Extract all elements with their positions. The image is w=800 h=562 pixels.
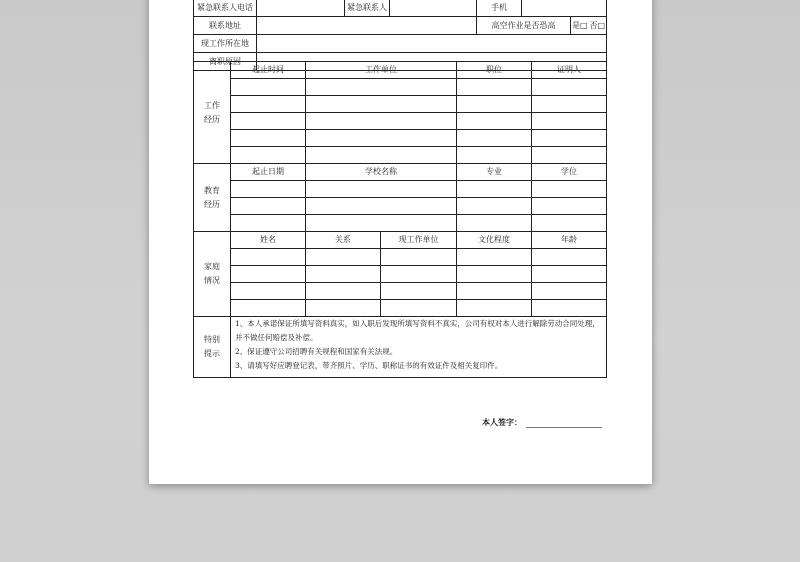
table-row <box>194 35 607 53</box>
table-row <box>194 96 607 113</box>
table-row <box>194 0 607 17</box>
emergency-phone-field[interactable] <box>257 0 345 17</box>
current-work-location-field[interactable] <box>257 35 607 53</box>
high-work-label: 高空作业是否恐高 <box>477 17 571 34</box>
family-header-name: 姓名 <box>231 232 306 249</box>
table-row <box>194 17 607 35</box>
table-row <box>194 164 607 181</box>
table-row <box>194 181 607 198</box>
family-header-relation: 关系 <box>306 232 381 249</box>
address-label: 联系地址 <box>194 17 257 35</box>
current-work-location-label: 现工作所在地 <box>194 35 257 53</box>
family-header-education: 文化程度 <box>457 232 532 249</box>
table-row <box>194 147 607 164</box>
table-row <box>194 300 607 317</box>
table-row <box>194 232 607 249</box>
mobile-label: 手机 <box>477 0 522 17</box>
table-row <box>194 249 607 266</box>
work-header-position: 职位 <box>457 62 532 79</box>
emergency-contact-field[interactable] <box>390 0 477 17</box>
yes-checkbox[interactable]: 是□ <box>571 20 588 30</box>
edu-header-period: 起止日期 <box>231 164 306 181</box>
note-item-3: 3、请填写好应聘登记表，带齐照片、学历、职称证书的有效证件及相关复印件。 <box>235 361 503 370</box>
emergency-phone-label: 紧急联系人电话 <box>194 0 257 17</box>
address-field[interactable] <box>257 17 477 35</box>
work-header-company: 工作单位 <box>306 62 457 79</box>
signature-line[interactable] <box>526 418 602 428</box>
table-row <box>194 215 607 232</box>
signature-area <box>482 417 602 428</box>
signature-label: 本人签字： <box>482 418 522 427</box>
notes-content <box>231 317 607 378</box>
document-page <box>149 0 652 484</box>
table-row <box>194 113 607 130</box>
edu-header-school: 学校名称 <box>306 164 457 181</box>
edu-header-major: 专业 <box>457 164 532 181</box>
table-row <box>194 317 607 378</box>
resign-reason-label: 离职原因 <box>194 53 257 71</box>
no-checkbox[interactable]: 否□ <box>589 20 606 30</box>
family-header-workplace: 现工作单位 <box>381 232 457 249</box>
history-table <box>193 61 607 378</box>
table-row <box>194 198 607 215</box>
edu-header-degree: 学位 <box>532 164 607 181</box>
table-row <box>194 130 607 147</box>
mobile-field[interactable] <box>522 0 607 17</box>
table-row <box>194 62 607 79</box>
note-item-2: 2、保证遵守公司招聘有关规程和国家有关法规。 <box>235 347 398 356</box>
note-item-1: 1、本人承诺保证所填写资料真实，如入职后发现所填写资料不真实，公司有权对本人进行解除劳动合同处理，并不做任何赔偿及补偿。 <box>235 319 600 342</box>
edu-section-label: 教育经历 <box>194 164 231 232</box>
table-row <box>194 266 607 283</box>
table-row <box>194 79 607 96</box>
family-section-label: 家庭情况 <box>194 232 231 317</box>
notes-section-label: 特别提示 <box>194 317 231 378</box>
table-row <box>194 283 607 300</box>
work-header-reference: 证明人 <box>532 62 607 79</box>
work-section-label: 工作经历 <box>194 62 231 164</box>
work-header-period: 起止时间 <box>231 62 306 79</box>
emergency-contact-label: 紧急联系人 <box>345 0 390 17</box>
family-header-age: 年龄 <box>532 232 607 249</box>
